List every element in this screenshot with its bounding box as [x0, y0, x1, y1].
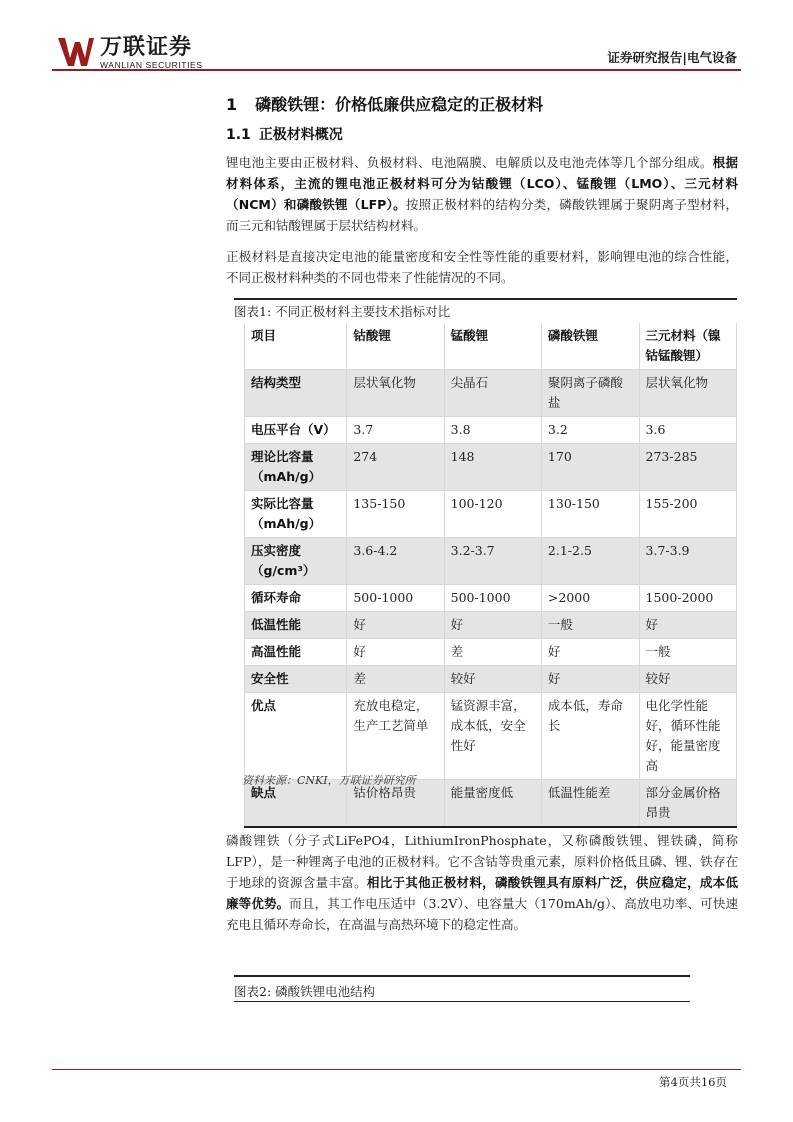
para1-normal1: 锂电池主要由正极材料、负极材料、电池隔膜、电解质以及电池壳体等几个部分组成。 — [226, 155, 713, 170]
table-cell: 好 — [639, 612, 736, 639]
table-cell: 能量密度低 — [444, 780, 541, 828]
table-cell: 一般 — [639, 639, 736, 666]
row-label: 低温性能 — [245, 612, 347, 639]
row-label: 电压平台（V） — [245, 417, 347, 444]
table-cell: 155-200 — [639, 491, 736, 538]
table-cell: 较好 — [639, 666, 736, 693]
header-divider — [52, 69, 741, 71]
table-cell: 130-150 — [541, 491, 639, 538]
figure2-title: 图表2: 磷酸铁锂电池结构 — [234, 984, 376, 999]
table-cell: 3.2-3.7 — [444, 538, 541, 585]
report-type: 证券研究报告|电气设备 — [607, 50, 737, 65]
subsection-number: 1.1 — [226, 127, 251, 143]
section-heading — [226, 92, 543, 115]
table-cell: 层状氧化物 — [639, 370, 736, 417]
para1-normal2: 按照正极材料的结构分类，磷酸铁锂属于聚阴离子型材料，而三元和钴酸锂属于层状结构材料。 — [226, 197, 738, 233]
table-row — [245, 585, 737, 612]
header-cell: 锰酸锂 — [444, 323, 541, 370]
table-cell: 钴价格昂贵 — [347, 780, 444, 828]
table1-top-rule — [234, 298, 737, 300]
table-row — [245, 639, 737, 666]
subsection-title: 正极材料概况 — [258, 127, 343, 143]
header-cell: 磷酸铁锂 — [541, 323, 639, 370]
table1-title: 图表1: 不同正极材料主要技术指标对比 — [234, 304, 451, 319]
row-label: 实际比容量（mAh/g） — [245, 491, 347, 538]
table-cell: 好 — [444, 612, 541, 639]
table-row — [245, 417, 737, 444]
row-label: 循环寿命 — [245, 585, 347, 612]
table-header-row — [245, 323, 737, 370]
para2-text: 正极材料是直接决定电池的能量密度和安全性等性能的重要材料，影响锂电池的综合性能，不同正极材料种类的不同也带来了性能情况的不同。 — [226, 249, 738, 285]
para3-normal1: 磷酸锂铁（分子式LiFePO4，LithiumIronPhosphate，又称磷酸铁锂、锂铁磷，简称LFP），是一种锂离子电池的正极材料。它不含钴等贵重元素，原料价格低且磷、锂、铁存在于地球的资源含量丰富。 — [226, 833, 738, 890]
table1-source: 资料来源：CNKI，万联证券研究所 — [242, 774, 416, 787]
table-cell: 500-1000 — [444, 585, 541, 612]
row-label: 结构类型 — [245, 370, 347, 417]
para1-bold: 根据材料体系，主流的锂电池正极材料可分为钴酸锂（LCO）、锰酸锂（LMO）、三元材料（NCM）和磷酸铁锂（LFP）。 — [226, 155, 738, 212]
logo-cn-text: 万联证券 — [100, 35, 193, 60]
header-cell: 钴酸锂 — [347, 323, 444, 370]
table-cell: 3.2 — [541, 417, 639, 444]
para3-bold: 相比于其他正极材料，磷酸铁锂具有原料广泛，供应稳定，成本低廉等优势。 — [226, 875, 738, 911]
table-cell: 成本低，寿命长 — [541, 693, 639, 780]
table-cell: 好 — [347, 639, 444, 666]
table-cell: 273-285 — [639, 444, 736, 491]
paragraph-cathode-overview — [226, 152, 738, 236]
table-cell: 部分金属价格昂贵 — [639, 780, 736, 828]
table-cell: 3.7 — [347, 417, 444, 444]
table-cell: 3.8 — [444, 417, 541, 444]
paragraph-cathode-importance — [226, 246, 738, 288]
table-row — [245, 538, 737, 585]
table-row — [245, 612, 737, 639]
row-label: 理论比容量（mAh/g） — [245, 444, 347, 491]
table-cell: 锰资源丰富，成本低，安全性好 — [444, 693, 541, 780]
company-logo — [58, 36, 203, 70]
table-cell: 层状氧化物 — [347, 370, 444, 417]
table-cell: 2.1-2.5 — [541, 538, 639, 585]
table-row — [245, 370, 737, 417]
table-cell: 135-150 — [347, 491, 444, 538]
table-cell: 274 — [347, 444, 444, 491]
header-cell: 项目 — [245, 323, 347, 370]
table-cell: >2000 — [541, 585, 639, 612]
table-cell: 聚阴离子磷酸盐 — [541, 370, 639, 417]
footer-divider — [52, 1069, 741, 1070]
row-label: 安全性 — [245, 666, 347, 693]
table-cell: 3.7-3.9 — [639, 538, 736, 585]
figure2-bottom-rule — [234, 1001, 690, 1002]
table-cell: 3.6 — [639, 417, 736, 444]
table-cell: 低温性能差 — [541, 780, 639, 828]
subsection-heading — [226, 124, 343, 144]
row-label: 压实密度（g/cm³） — [245, 538, 347, 585]
table-cell: 尖晶石 — [444, 370, 541, 417]
table-cell: 1500-2000 — [639, 585, 736, 612]
table-cell: 差 — [444, 639, 541, 666]
page-number: 第4页共16页 — [659, 1075, 727, 1089]
section-number: 1 — [226, 95, 238, 114]
table-cell: 好 — [347, 612, 444, 639]
table-cell: 100-120 — [444, 491, 541, 538]
table-cell: 好 — [541, 639, 639, 666]
table-cell: 好 — [541, 666, 639, 693]
table-cell: 一般 — [541, 612, 639, 639]
wanlian-logo-icon — [58, 36, 94, 68]
paragraph-lfp-intro — [226, 830, 738, 935]
table-cell: 3.6-4.2 — [347, 538, 444, 585]
table-cell: 500-1000 — [347, 585, 444, 612]
table-row — [245, 693, 737, 780]
section-title: 磷酸铁锂：价格低廉供应稳定的正极材料 — [255, 95, 544, 114]
table-row — [245, 444, 737, 491]
table-cell: 电化学性能好，循环性能好，能量密度高 — [639, 693, 736, 780]
figure2-top-rule — [234, 975, 690, 977]
table-row — [245, 666, 737, 693]
table-cell: 充放电稳定，生产工艺简单 — [347, 693, 444, 780]
table-cell: 170 — [541, 444, 639, 491]
row-label: 高温性能 — [245, 639, 347, 666]
table-row — [245, 491, 737, 538]
table-cell: 148 — [444, 444, 541, 491]
table-cell: 差 — [347, 666, 444, 693]
header-cell: 三元材料（镍钴锰酸锂） — [639, 323, 736, 370]
cathode-comparison-table — [244, 323, 737, 828]
logo-en-text: WANLIAN SECURITIES — [100, 60, 203, 70]
table-cell: 较好 — [444, 666, 541, 693]
row-label: 优点 — [245, 693, 347, 780]
para3-normal2: 而且，其工作电压适中（3.2V）、电容量大（170mAh/g）、高放电功率、可快速充电且循环寿命长，在高温与高热环境下的稳定性高。 — [226, 896, 738, 932]
row-label: 缺点 — [245, 780, 347, 828]
